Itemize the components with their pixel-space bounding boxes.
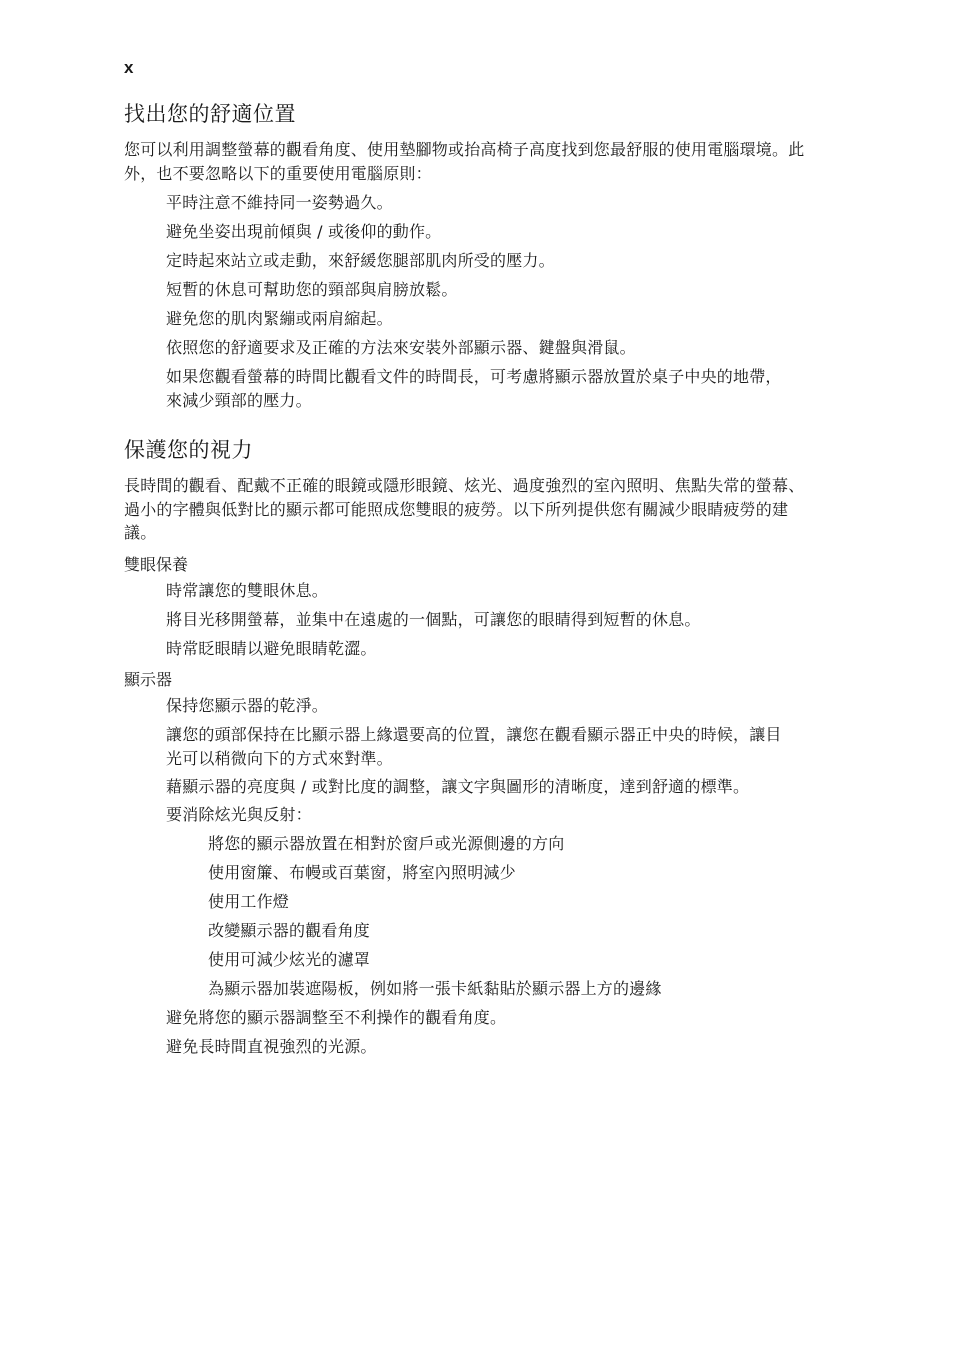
list-item: 定時起來站立或走動，來舒緩您腿部肌肉所受的壓力。	[166, 251, 555, 270]
list-item: 平時注意不維持同一姿勢過久。	[166, 193, 393, 212]
list-item: 短暫的休息可幫助您的頸部與肩膀放鬆。	[166, 280, 458, 299]
document-body	[124, 100, 814, 1058]
section-heading-vision: 保護您的視力	[124, 438, 253, 462]
comfort-intro: 您可以利用調整螢幕的觀看角度、使用墊腳物或抬高椅子高度找到您最舒服的使用電腦環境。此外，也不要忽略以下的重要使用電腦原則：	[124, 140, 805, 183]
sub-list-item: 為顯示器加裝遮陽板，例如將一張卡紙黏貼於顯示器上方的邊緣	[208, 978, 662, 998]
list-item: 要消除炫光與反射：	[166, 804, 312, 824]
list-item: 讓您的頭部保持在比顯示器上緣還要高的位置，讓您在觀看顯示器正中央的時候，讓目光可以稍微向下的方式來對準。	[166, 725, 782, 768]
list-item: 避免長時間直視強烈的光源。	[166, 1036, 377, 1056]
list-item: 如果您觀看螢幕的時間比觀看文件的時間長，可考慮將顯示器放置於桌子中央的地帶，來減少頸部的壓力。	[166, 367, 782, 410]
list-item: 避免坐姿出現前傾與 / 或後仰的動作。	[166, 222, 442, 241]
page-number: x	[124, 58, 134, 77]
subheading-eye-care: 雙眼保養	[124, 554, 189, 574]
sub-list-item: 改變顯示器的觀看角度	[208, 920, 371, 940]
list-item: 避免您的肌肉緊繃或兩肩縮起。	[166, 309, 393, 328]
subheading-display: 顯示器	[124, 670, 173, 689]
list-item: 將目光移開螢幕，並集中在遠處的一個點，可讓您的眼睛得到短暫的休息。	[166, 609, 701, 629]
vision-intro: 長時間的觀看、配戴不正確的眼鏡或隱形眼鏡、炫光、過度強烈的室內照明、焦點失常的螢幕、過小的字體與低對比的顯示都可能照成您雙眼的疲勞。以下所列提供您有關減少眼睛疲勞的建議。	[124, 476, 805, 542]
list-item: 避免將您的顯示器調整至不利操作的觀看角度。	[166, 1007, 507, 1027]
sub-list-item: 使用工作燈	[208, 891, 290, 911]
list-item: 藉顯示器的亮度與 / 或對比度的調整，讓文字與圖形的清晰度，達到舒適的標準。	[166, 777, 750, 796]
list-item: 時常眨眼睛以避免眼睛乾澀。	[166, 638, 377, 658]
list-item: 保持您顯示器的乾淨。	[166, 696, 329, 715]
list-item: 時常讓您的雙眼休息。	[166, 580, 329, 600]
sub-list-item: 將您的顯示器放置在相對於窗戶或光源側邊的方向	[208, 833, 565, 853]
list-item: 依照您的舒適要求及正確的方法來安裝外部顯示器、鍵盤與滑鼠。	[166, 338, 636, 357]
sub-list-item: 使用窗簾、布幔或百葉窗，將室內照明減少	[208, 862, 516, 882]
section-heading-comfort: 找出您的舒適位置	[124, 102, 296, 126]
sub-list-item: 使用可減少炫光的濾罩	[208, 949, 371, 969]
